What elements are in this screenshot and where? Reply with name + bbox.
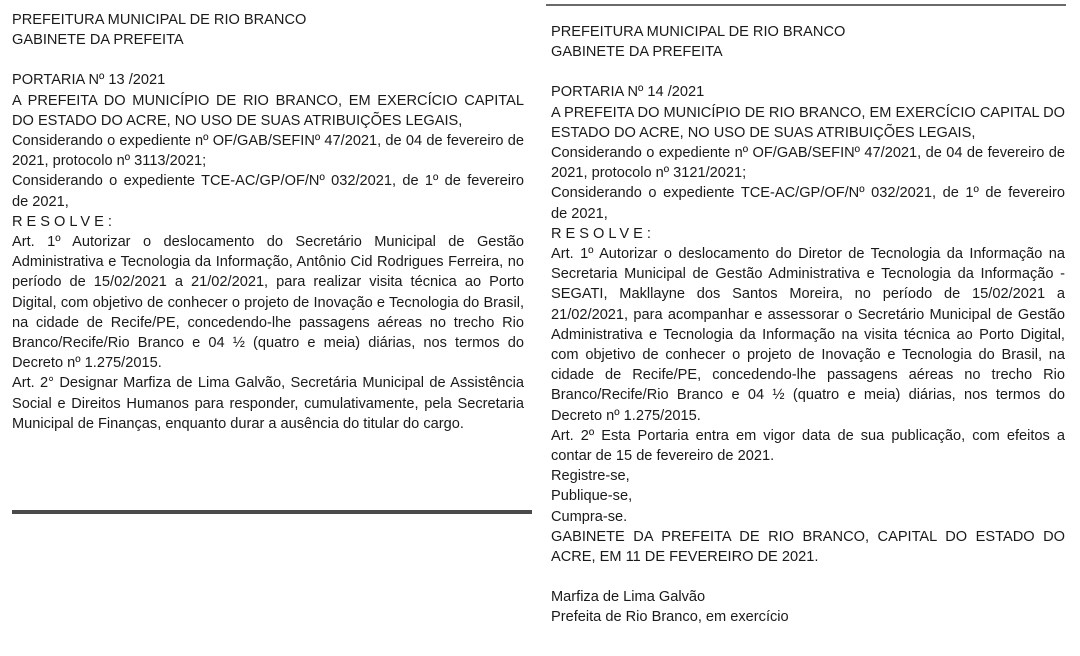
bottom-rule-left bbox=[12, 510, 532, 514]
portaria-number: PORTARIA Nº 13 /2021 bbox=[12, 72, 166, 89]
considerando-1: Considerando o expediente nº OF/GAB/SEFINº 47/2021, de 04 de fevereiro de 2021, protocolo nº 3121/2021; bbox=[551, 145, 1065, 182]
closing-statement: GABINETE DA PREFEITA DE RIO BRANCO, CAPITAL DO ESTADO DO ACRE, EM 11 DE FEVEREIRO DE 2021. bbox=[551, 528, 1065, 566]
signature-name: Marfiza de Lima Galvão bbox=[551, 589, 706, 606]
signature-title: Prefeita de Rio Branco, em exercício bbox=[551, 609, 789, 626]
considerando-1: Considerando o expediente nº OF/GAB/SEFINº 47/2021, de 04 de fevereiro de 2021, protocolo nº 3113/2021; bbox=[12, 133, 524, 170]
preamble: A PREFEITA DO MUNICÍPIO DE RIO BRANCO, EM EXERCÍCIO CAPITAL DO ESTADO DO ACRE, NO USO DE SUAS ATRIBUIÇÕES LEGAIS, bbox=[12, 92, 524, 129]
publique-se: Publique-se, bbox=[551, 488, 633, 505]
portaria-14-column bbox=[551, 0, 1065, 628]
article-1: Art. 1º Autorizar o deslocamento do Secretário Municipal de Gestão Administrativa e Tecnologia da Informação, Antônio Cid Rodrigues Ferreira, no período de 15/02/2021 a 21/02/2021, para realizar visita técnica ao Porto Digital, com objetivo de conhecer o projeto de Inovação e Tecnologia do Brasil, na cidade de Recife/PE, concedendo-lhe passagens aéreas no trecho Rio Branco/Recife/Rio Branco e 04 ½ (quatro e meia) diárias, nos termos do Decreto nº 1.275/2015. bbox=[12, 234, 524, 372]
portaria-number: PORTARIA Nº 14 /2021 bbox=[551, 84, 705, 101]
article-2: Art. 2° Designar Marfiza de Lima Galvão, Secretária Municipal de Assistência Social e Direitos Humanos para responder, cumulativamente, pela Secretaria Municipal de Finanças, enquanto durar a ausência do titular do cargo. bbox=[12, 375, 524, 432]
header-gabinete: GABINETE DA PREFEITA bbox=[551, 44, 723, 61]
resolve-heading: RESOLVE: bbox=[12, 213, 116, 230]
preamble: A PREFEITA DO MUNICÍPIO DE RIO BRANCO, EM EXERCÍCIO CAPITAL DO ESTADO DO ACRE, NO USO DE SUAS ATRIBUIÇÕES LEGAIS, bbox=[551, 104, 1065, 141]
article-1: Art. 1º Autorizar o deslocamento do Diretor de Tecnologia da Informação na Secretaria Municipal de Gestão Administrativa e Tecnologia da Informação - SEGATI, Makllayne dos Santos Moreira, no período de 15/02/2021 a 21/02/2021, para acompanhar e assessorar o Secretário Municipal de Gestão Administrativa e Tecnologia da Informação na visita técnica ao Porto Digital, com objetivo de conhecer o projeto de Inovação e Tecnologia do Brasil, na cidade de Recife/PE, concedendo-lhe passagens aéreas no trecho Rio Branco/Recife/Rio Branco e 04 ½ (quatro e meia) diárias, nos termos do Decreto nº 1.275/2015. bbox=[551, 246, 1065, 424]
resolve-heading: RESOLVE: bbox=[551, 225, 655, 242]
portaria-13-column bbox=[12, 0, 524, 434]
header-gabinete: GABINETE DA PREFEITA bbox=[12, 32, 184, 49]
considerando-2: Considerando o expediente TCE-AC/GP/OF/Nº 032/2021, de 1º de fevereiro de 2021, bbox=[12, 173, 524, 210]
header-prefeitura: PREFEITURA MUNICIPAL DE RIO BRANCO bbox=[551, 24, 846, 40]
header-prefeitura: PREFEITURA MUNICIPAL DE RIO BRANCO bbox=[12, 12, 307, 28]
registre-se: Registre-se, bbox=[551, 468, 630, 485]
considerando-2: Considerando o expediente TCE-AC/GP/OF/Nº 032/2021, de 1º de fevereiro de 2021, bbox=[551, 185, 1065, 222]
cumpra-se: Cumpra-se. bbox=[551, 508, 628, 525]
article-2: Art. 2º Esta Portaria entra em vigor data de sua publicação, com efeitos a contar de 15 de fevereiro de 2021. bbox=[551, 427, 1065, 465]
